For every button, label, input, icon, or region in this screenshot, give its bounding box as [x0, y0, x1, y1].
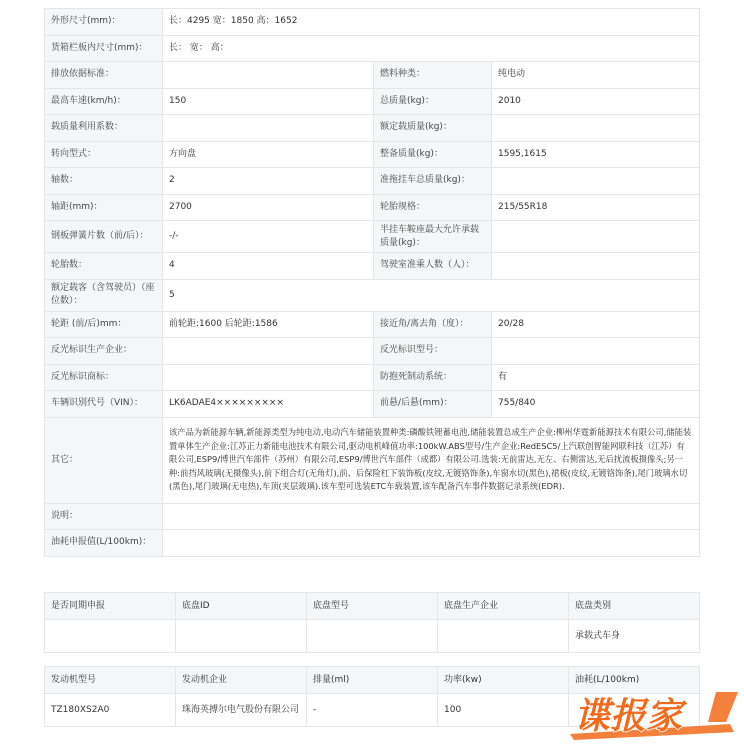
- chassis-cell: [176, 620, 307, 653]
- refl-model-label: 反光标识型号：: [374, 338, 492, 365]
- engine-cell: 珠海英搏尔电气股份有限公司: [176, 694, 307, 727]
- refl-brand-value: [163, 364, 374, 391]
- leaf-label: 钢板弹簧片数（前/后）：: [45, 221, 163, 253]
- chassis-cell: [438, 620, 569, 653]
- refl-brand-label: 反光标识商标：: [45, 364, 163, 391]
- speed-value: 150: [163, 88, 374, 115]
- vin-label: 车辆识别代号（VIN）：: [45, 391, 163, 418]
- tyres-label: 轮胎数：: [45, 253, 163, 280]
- other-value: 该产品为新能源车辆,新能源类型为纯电动,电动汽车储能装置种类:磷酸铁锂蓄电池,储能装置总成生产企业:柳州华霆新能源技术有限公司,储能装置单体生产企业:江苏正力新能电池技术有限公司,驱动电机峰值功率:100kW.ABS型号/生产企业:RedESC5/上汽联创智能网联科技（江苏）有限公司,ESP9/博世汽车部件（苏州）有限公司,ESP9/博世汽车部件（成都）有限公司.选装:无前雷达,无左、右侧雷达,无后扰流板摄像头;另一种:前挡风玻璃(无摄像头),前下组合灯(无角灯),前、后保险杠下装饰板(皮纹,无镀铬饰条),车窗水切(黑色),裙板(皮纹,无镀铬饰条),尾门玻璃水切(黑色),尾门玻璃(无电热),车顶(夹层玻璃).该车型可选装ETC车载装置,该车配备汽车事件数据记录系统(EDR).: [163, 417, 700, 503]
- tyre-spec-label: 轮胎规格：: [374, 194, 492, 221]
- emission-value: [163, 62, 374, 89]
- engine-cell: -: [307, 694, 438, 727]
- watermark-slash-mark: [708, 692, 738, 722]
- rated-load-value: [492, 115, 700, 142]
- chassis-table: [44, 592, 700, 653]
- axles-label: 轴数：: [45, 168, 163, 195]
- axles-value: 2: [163, 168, 374, 195]
- chassis-cell: [307, 620, 438, 653]
- saddle-value: [492, 221, 700, 253]
- leaf-value: -/-: [163, 221, 374, 253]
- fuel-report-label: 油耗申报值(L/100km)：: [45, 530, 163, 557]
- fuel-report-value: [163, 530, 700, 557]
- emission-label: 排放依据标准：: [45, 62, 163, 89]
- seats-value: 5: [163, 279, 700, 311]
- note-label: 说明：: [45, 503, 163, 530]
- refl-maker-label: 反光标识生产企业：: [45, 338, 163, 365]
- angle-value: 20/28: [492, 311, 700, 338]
- track-label: 轮距 (前/后)mm：: [45, 311, 163, 338]
- steering-label: 转向型式：: [45, 141, 163, 168]
- note-value: [163, 503, 700, 530]
- chassis-header: 底盘类别: [569, 593, 700, 620]
- total-mass-label: 总质量(kg)：: [374, 88, 492, 115]
- fuel-value: 纯电动: [492, 62, 700, 89]
- trailer-value: [492, 168, 700, 195]
- engine-header: 油耗(L/100km): [569, 667, 700, 694]
- overhang-value: 755/840: [492, 391, 700, 418]
- chassis-header: 底盘型号: [307, 593, 438, 620]
- cab-value: [492, 253, 700, 280]
- curb-label: 整备质量(kg)：: [374, 141, 492, 168]
- chassis-header: 底盘生产企业: [438, 593, 569, 620]
- fuel-label: 燃料种类：: [374, 62, 492, 89]
- engine-header: 发动机企业: [176, 667, 307, 694]
- wheelbase-label: 轴距(mm)：: [45, 194, 163, 221]
- other-label: 其它：: [45, 417, 163, 503]
- seats-label: 额定载客（含驾驶员）（座位数）：: [45, 279, 163, 311]
- total-mass-value: 2010: [492, 88, 700, 115]
- dims-value: 长：4295 宽：1850 高：1652: [163, 9, 700, 36]
- chassis-cell: 承载式车身: [569, 620, 700, 653]
- curb-value: 1595,1615: [492, 141, 700, 168]
- spec-table: [44, 8, 700, 557]
- engine-header: 发动机型号: [45, 667, 176, 694]
- engine-cell: TZ180XS2A0: [45, 694, 176, 727]
- overhang-label: 前悬/后悬(mm)：: [374, 391, 492, 418]
- dims-label: 外形尺寸(mm)：: [45, 9, 163, 36]
- tyre-spec-value: 215/55R18: [492, 194, 700, 221]
- load-coef-label: 载质量利用系数：: [45, 115, 163, 142]
- engine-cell: 100: [438, 694, 569, 727]
- refl-maker-value: [163, 338, 374, 365]
- steering-value: 方向盘: [163, 141, 374, 168]
- chassis-header: 底盘ID: [176, 593, 307, 620]
- vin-value: LK6ADAE4×××××××××: [163, 391, 374, 418]
- chassis-header: 是否同期申报: [45, 593, 176, 620]
- track-value: 前轮距:1600 后轮距:1586: [163, 311, 374, 338]
- tyres-value: 4: [163, 253, 374, 280]
- saddle-label: 半挂车鞍座最大允许承载质量(kg)：: [374, 221, 492, 253]
- cab-label: 驾驶室准乘人数（人）：: [374, 253, 492, 280]
- cargo-label: 货箱栏板内尺寸(mm)：: [45, 35, 163, 62]
- cargo-value: 长： 宽： 高：: [163, 35, 700, 62]
- watermark-text: 谍报家: [574, 696, 683, 737]
- wheelbase-value: 2700: [163, 194, 374, 221]
- trailer-label: 准拖挂车总质量(kg)：: [374, 168, 492, 195]
- rated-load-label: 额定载质量(kg)：: [374, 115, 492, 142]
- angle-label: 接近角/离去角（度）：: [374, 311, 492, 338]
- load-coef-value: [163, 115, 374, 142]
- abs-value: 有: [492, 364, 700, 391]
- watermark-logo: [566, 688, 742, 742]
- abs-label: 防抱死制动系统：: [374, 364, 492, 391]
- speed-label: 最高车速(km/h)：: [45, 88, 163, 115]
- chassis-cell: [45, 620, 176, 653]
- refl-model-value: [492, 338, 700, 365]
- engine-header: 排量(ml): [307, 667, 438, 694]
- engine-header: 功率(kw): [438, 667, 569, 694]
